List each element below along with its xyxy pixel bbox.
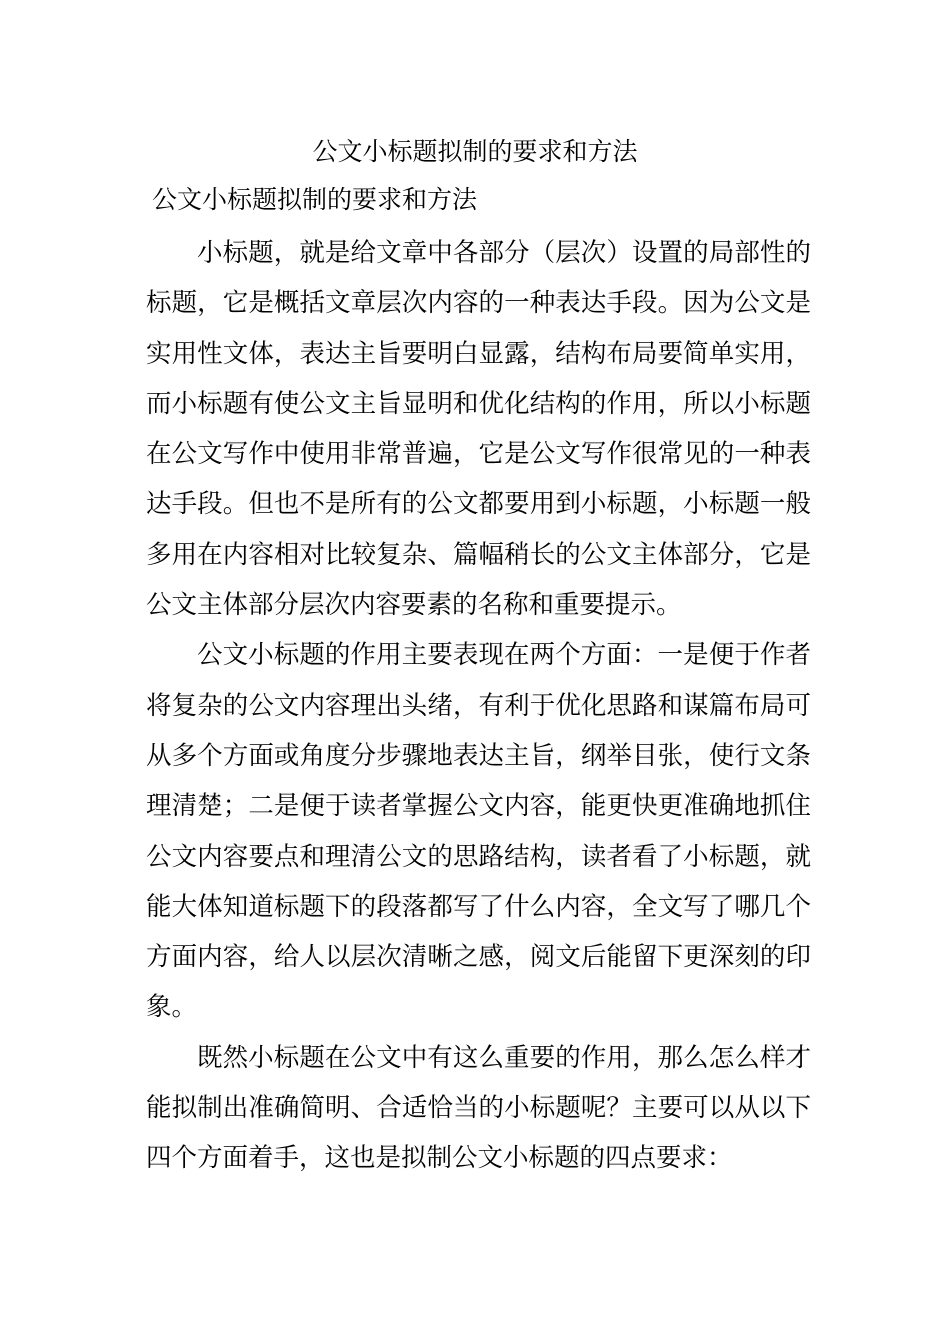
document-body — [146, 228, 811, 1184]
document-subtitle: 公文小标题拟制的要求和方法 — [152, 185, 478, 214]
document-title: 公文小标题拟制的要求和方法 — [312, 137, 638, 166]
paragraph-requirements-intro: 既然小标题在公文中有这么重要的作用，那么怎么样才能拟制出准确简明、合适恰当的小标题呢？主要可以从以下四个方面着手，这也是拟制公文小标题的四点要求： — [146, 1042, 811, 1174]
paragraph-functions: 公文小标题的作用主要表现在两个方面：一是便于作者将复杂的公文内容理出头绪，有利于优化思路和谋篇布局可从多个方面或角度分步骤地表达主旨，纲举目张，使行文条理清楚；二是便于读者掌握公文内容，能更快更准确地抓住公文内容要点和理清公文的思路结构，读者看了小标题，就能大体知道标题下的段落都写了什么内容，全文写了哪几个方面内容，给人以层次清晰之感，阅文后能留下更深刻的印象。 — [146, 640, 811, 1023]
paragraph-definition: 小标题，就是给文章中各部分（层次）设置的局部性的标题，它是概括文章层次内容的一种表达手段。因为公文是实用性文体，表达主旨要明白显露，结构布局要简单实用，而小标题有使公文主旨显明和优化结构的作用，所以小标题在公文写作中使用非常普遍，它是公文写作很常见的一种表达手段。但也不是所有的公文都要用到小标题，小标题一般多用在内容相对比较复杂、篇幅稍长的公文主体部分，它是公文主体部分层次内容要素的名称和重要提示。 — [146, 238, 811, 621]
